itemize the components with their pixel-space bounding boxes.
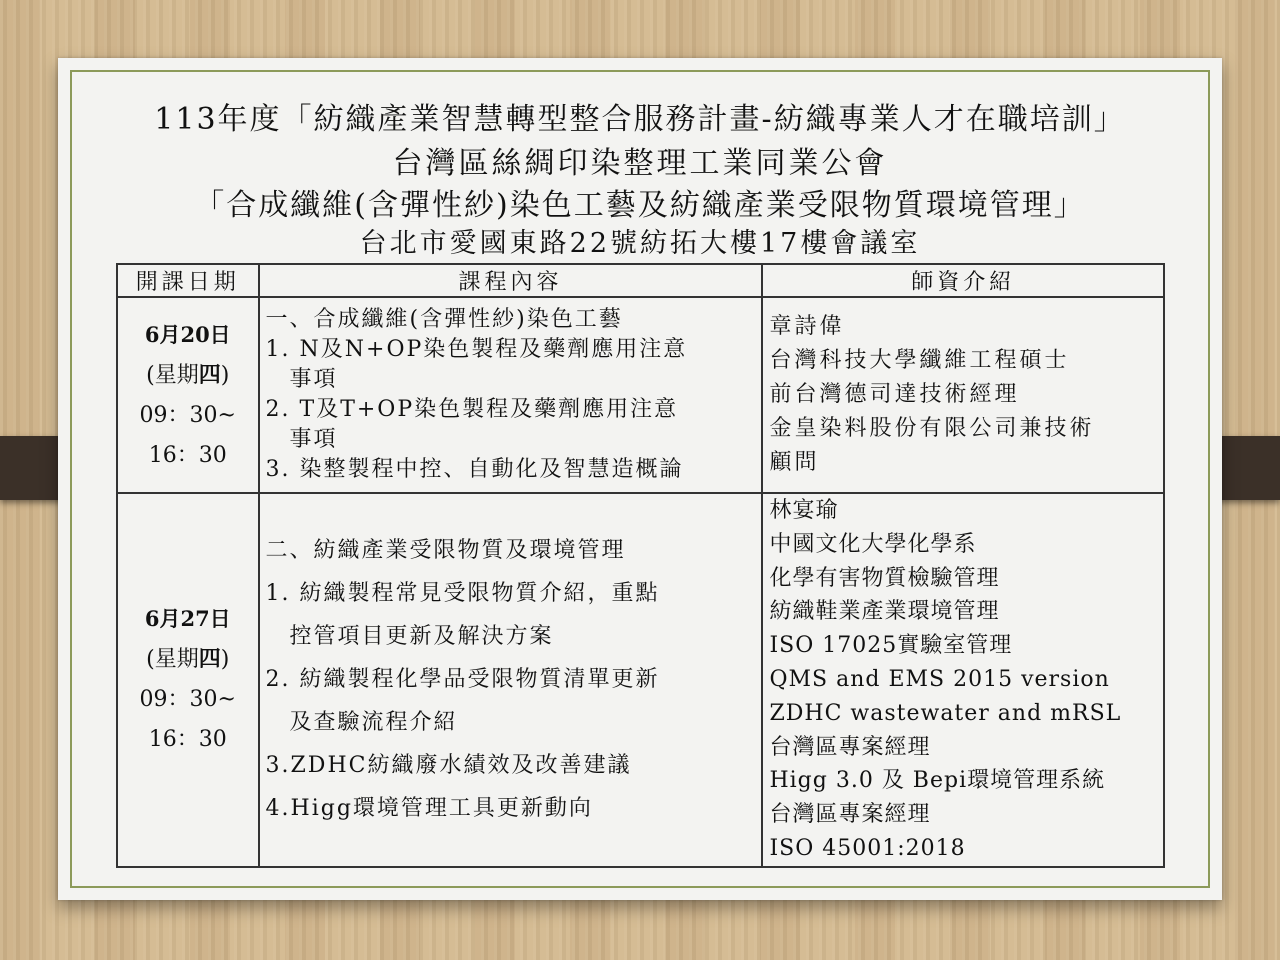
course-date: 6月20日 — [144, 321, 231, 347]
content-item-cont: 事項 — [289, 367, 338, 392]
content-item: 2. 紡織製程化學品受限物質清單更新 — [265, 667, 660, 693]
content-item-cont: 及查驗流程介紹 — [289, 710, 458, 736]
organizer-name: 台灣區絲綢印染整理工業同業公會 — [392, 146, 888, 181]
teacher-info: 台灣科技大學纖維工程碩士 — [769, 348, 1070, 373]
teacher-name: 林宴瑜 — [769, 498, 839, 523]
course-time-start: 09：30~ — [139, 687, 236, 713]
content-heading: 二、紡織產業受限物質及環境管理 — [265, 538, 626, 564]
course-time-end: 16：30 — [148, 727, 227, 753]
teacher-info: 前台灣德司達技術經理 — [769, 382, 1020, 407]
teacher-info: 化學有害物質檢驗管理 — [769, 565, 1000, 591]
venue-address: 台北市愛國東路22號紡拓大樓17樓會議室 — [359, 228, 921, 259]
teacher-cell — [762, 297, 1164, 493]
teacher-info: 金皇染料股份有限公司兼技術 — [769, 416, 1095, 441]
content-item: 1. N及N+OP染色製程及藥劑應用注意 — [265, 337, 688, 362]
course-title: 「合成纖維(含彈性紗)染色工藝及紡織產業受限物質環境管理」 — [194, 188, 1086, 223]
teacher-info: QMS and EMS 2015 version — [769, 666, 1110, 692]
date-cell — [117, 493, 259, 867]
program-title: 113年度「紡織產業智慧轉型整合服務計畫-紡織專業人才在職培訓」 — [154, 102, 1126, 137]
schedule-table — [116, 263, 1165, 868]
teacher-info: ISO 17025實驗室管理 — [769, 633, 1013, 659]
table-header-row — [117, 264, 1164, 297]
teacher-cell — [762, 493, 1164, 867]
header-date: 開課日期 — [117, 264, 259, 297]
teacher-info: 中國文化大學化學系 — [769, 531, 977, 557]
content-item: 2. T及T+OP染色製程及藥劑應用注意 — [265, 397, 679, 422]
teacher-info: 台灣區專案經理 — [769, 734, 931, 760]
content-item: 3. 染整製程中控、自動化及智慧造概論 — [265, 457, 684, 482]
teacher-info: ISO 45001:2018 — [769, 835, 966, 861]
content-heading: 一、合成纖維(含彈性紗)染色工藝 — [265, 307, 623, 332]
content-item: 3.ZDHC紡織廢水績效及改善建議 — [265, 753, 632, 779]
course-weekday: (星期四) — [146, 646, 230, 673]
teacher-info: Higg 3.0 及 Bepi環境管理系統 — [769, 768, 1106, 794]
table-row — [117, 493, 1164, 867]
teacher-info: ZDHC wastewater and mRSL — [769, 700, 1122, 726]
teacher-info: 台灣區專案經理 — [769, 802, 931, 828]
table-row — [117, 297, 1164, 493]
teacher-name: 章詩偉 — [769, 314, 845, 339]
course-date: 6月27日 — [144, 606, 231, 632]
content-cell — [259, 297, 763, 493]
header-teacher: 師資介紹 — [762, 264, 1164, 297]
content-item: 1. 紡織製程常見受限物質介紹，重點 — [265, 581, 660, 607]
teacher-info: 顧問 — [769, 450, 820, 475]
header-content: 課程內容 — [259, 264, 763, 297]
course-time-end: 16：30 — [148, 442, 227, 468]
date-cell — [117, 297, 259, 493]
course-weekday: (星期四) — [146, 361, 230, 388]
content-item-cont: 控管項目更新及解決方案 — [289, 624, 554, 650]
slide-card — [58, 58, 1222, 900]
content-item-cont: 事項 — [289, 427, 338, 452]
course-time-start: 09：30~ — [139, 402, 236, 428]
content-cell — [259, 493, 763, 867]
teacher-info: 紡織鞋業產業環境管理 — [769, 599, 1000, 625]
content-item: 4.Higg環境管理工具更新動向 — [265, 796, 593, 822]
